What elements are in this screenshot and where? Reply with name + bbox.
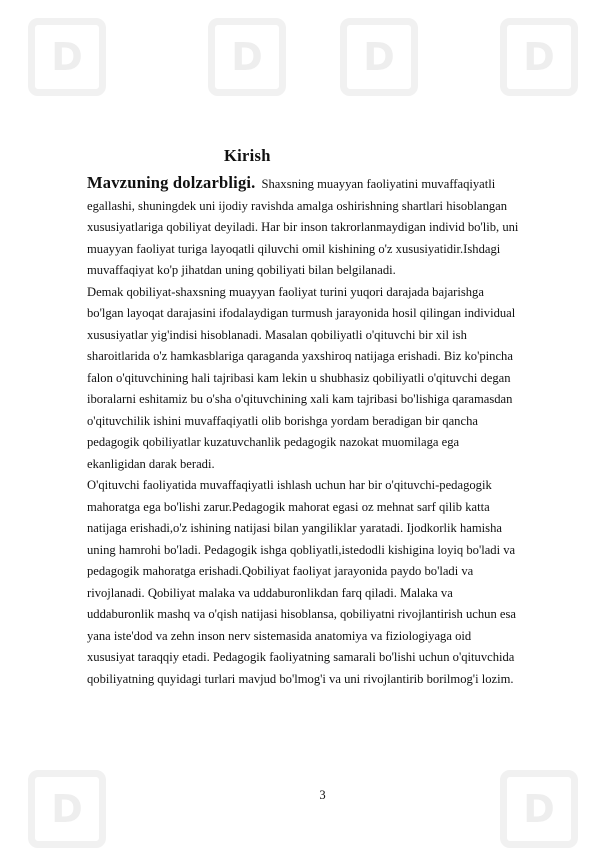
text-line: uddaburonlik mashq va o'qish natijasi hisoblansa, qobiliyatni rivojlantirish uchun esa <box>87 607 516 621</box>
text-line: sharoitlarida o'z hamkasblariga qaraganda yaxshiroq natijaga erishadi. Biz ko'pincha <box>87 349 513 363</box>
text-line: Demak qobiliyat-shaxsning muayyan faoliyat turini yuqori darajada bajarishga <box>87 284 484 299</box>
text-line: pedagogik qobiliyatlar kuzatuvchanlik pedagogik nazokat muomilaga ega <box>87 435 460 449</box>
text-line: yana iste'dod va zehn inson nerv sistemasida anatomiya va fiziologiyaga oid <box>87 628 472 643</box>
page-number: 3 <box>319 788 326 802</box>
watermark-mark: D <box>28 18 106 96</box>
text-line: muvaffaqiyat ko'p jihatdan uning qobiliyati bilan belgilanadi. <box>87 263 396 277</box>
text-line: uning hamrohi bo'ladi. Pedagogik ishga qobliyatli,istedodli kishigina loyiq bo'ladi va <box>87 542 516 557</box>
text-line: muayyan faoliyat turiga layoqatli qiluvchi omil kishining o'z xususiyatidir.Ishdagi <box>87 241 501 256</box>
text-line: natijaga erishadi,o'z ishining natijasi bilan yangiliklar yaratadi. Ijodkorlik hamisha <box>87 521 502 535</box>
text-line: o'qituvchilik ishini muvaffaqiyatli olib borishga yordam beradigan bir qancha <box>87 413 478 428</box>
watermark-mark: D <box>28 770 106 848</box>
text-line: O'qituvchi faoliyatida muvaffaqiyatli ishlash uchun har bir o'qituvchi-pedagogik <box>87 478 492 492</box>
text-line: ekanligidan darak beradi. <box>87 456 215 471</box>
watermark-mark: D <box>208 18 286 96</box>
text-line: Mavzuning dolzarbligi. Shaxsning muayyan faoliyatini muvaffaqiyatli <box>87 173 496 192</box>
body-text <box>87 172 565 690</box>
watermark-mark: D <box>340 18 418 96</box>
page-heading: Kirish <box>224 146 271 165</box>
text-line: mahoratga ega bo'lishi zarur.Pedagogik mahorat egasi oz mehnat sarf qilib katta <box>87 499 490 514</box>
text-line: qobiliyatning quyidagi turlari mavjud bo'lmog'i va uni rivojlantirib borilmog'i lozim. <box>87 671 514 686</box>
watermark-mark: D <box>500 770 578 848</box>
text-line: pedagogik mahoratga erishadi.Qobiliyat faoliyat jarayonida paydo bo'ladi va <box>87 564 474 578</box>
watermark-mark: D <box>500 18 578 96</box>
text-line: rivojlanadi. Qobiliyat malaka va uddaburonlikdan farq qiladi. Malaka va <box>87 585 453 600</box>
text-line: iboralarni eshitamiz bu o'sha o'qituvchining xali kam tajribasi bo'lishiga qaramasdan <box>87 392 513 406</box>
text-line: xususiyatlariga qobiliyat deyiladi. Har bir inson takrorlanmaydigan individ bo'lib, uni <box>87 220 519 234</box>
text-line: xususiyat taraqqiy etadi. Pedagogik faoliyatning samarali bo'lishi uchun o'qituvchida <box>87 650 515 664</box>
text-line: falon o'qituvchining hali tajribasi kam lekin u shubhasiz qobiliyatli o'qituvchi degan <box>87 370 511 385</box>
text-line: bo'lgan layoqat darajasini ifodalaydigan turmush jarayonida hosil qilingan individual <box>87 306 516 320</box>
section-title: Mavzuning dolzarbligi. <box>87 173 256 192</box>
text-line: egallashi, shuningdek uni ijodiy ravishda amalga oshirishning shartlari hisoblangan <box>87 198 508 213</box>
text-line: xususiyatlar yig'indisi hisoblanadi. Masalan qobiliyatli o'qituvchi bir xil ish <box>87 327 467 342</box>
